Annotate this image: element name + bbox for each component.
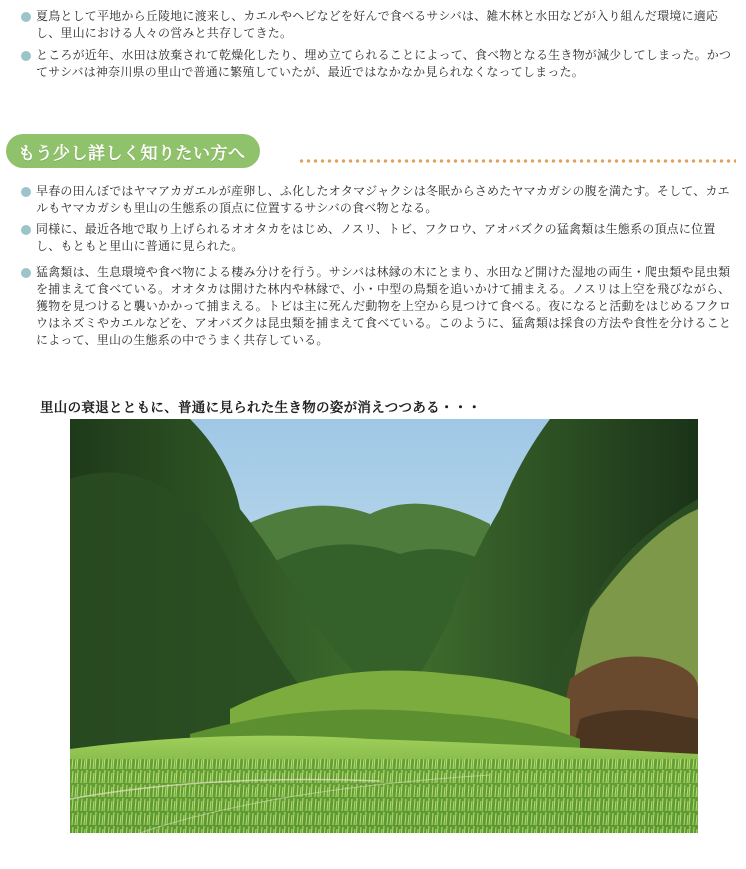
bullet-dot-icon — [21, 225, 31, 235]
bullet-dot-icon — [21, 12, 31, 22]
detail-item — [20, 221, 732, 255]
bullet-dot-icon — [21, 51, 31, 61]
bullet-dot-icon — [21, 187, 31, 197]
satoyama-landscape-image — [70, 419, 698, 833]
photo-caption: 里山の衰退とともに、普通に見られた生き物の姿が消えつつある・・・ — [40, 400, 482, 416]
bullet-dot-icon — [21, 268, 31, 278]
intro-list — [20, 8, 732, 81]
section-header — [6, 134, 742, 170]
intro-item-text: ところが近年、水田は放棄されて乾燥化したり、埋め立てられることによって、食べ物となる生き物が減少してしまった。かつてサシバは神奈川県の里山で普通に繁殖していたが、最近ではなかなか見られなくなってしまった。 — [36, 48, 732, 79]
detail-list — [20, 183, 732, 349]
detail-item — [20, 183, 732, 217]
intro-item — [20, 47, 732, 81]
intro-item-text: 夏鳥として平地から丘陵地に渡来し、カエルやヘビなどを好んで食べるサシバは、雑木林と水田などが入り組んだ環境に適応し、里山における人々の営みと共存してきた。 — [36, 9, 719, 40]
detail-item — [20, 264, 732, 349]
intro-item — [20, 8, 732, 42]
section-title: もう少し詳しく知りたい方へ — [6, 134, 260, 168]
satoyama-photo — [70, 419, 698, 833]
detail-item-text: 猛禽類は、生息環境や食べ物による棲み分けを行う。サシバは林縁の木にとまり、水田など開けた湿地の両生・爬虫類や昆虫類を捕まえて食べている。オオタカは開けた林内や林縁で、小・中型の鳥類を追いかけて捕まえる。ノスリは上空を飛びながら、獲物を見つけると襲いかかって捕まえる。トビは主に死んだ動物を上空から見つけて食べる。夜になると活動をはじめるフクロウはネズミやカエルなどを、アオバズクは昆虫類を捕まえて食べている。このように、猛禽類は採食の方法や食性を分けることによって、里山の生態系の中でうまく共存している。 — [36, 265, 732, 347]
detail-item-text: 同様に、最近各地で取り上げられるオオタカをはじめ、ノスリ、トビ、フクロウ、アオバズクの猛禽類は生態系の頂点に位置し、もともと里山に普通に見られた。 — [36, 222, 716, 253]
dotted-divider — [298, 159, 736, 163]
detail-item-text: 早春の田んぼではヤマアカガエルが産卵し、ふ化したオタマジャクシは冬眠からさめたヤマカガシの腹を満たす。そして、カエルもヤマカガシも里山の生態系の頂点に位置するサシバの食べ物となる。 — [36, 184, 730, 215]
